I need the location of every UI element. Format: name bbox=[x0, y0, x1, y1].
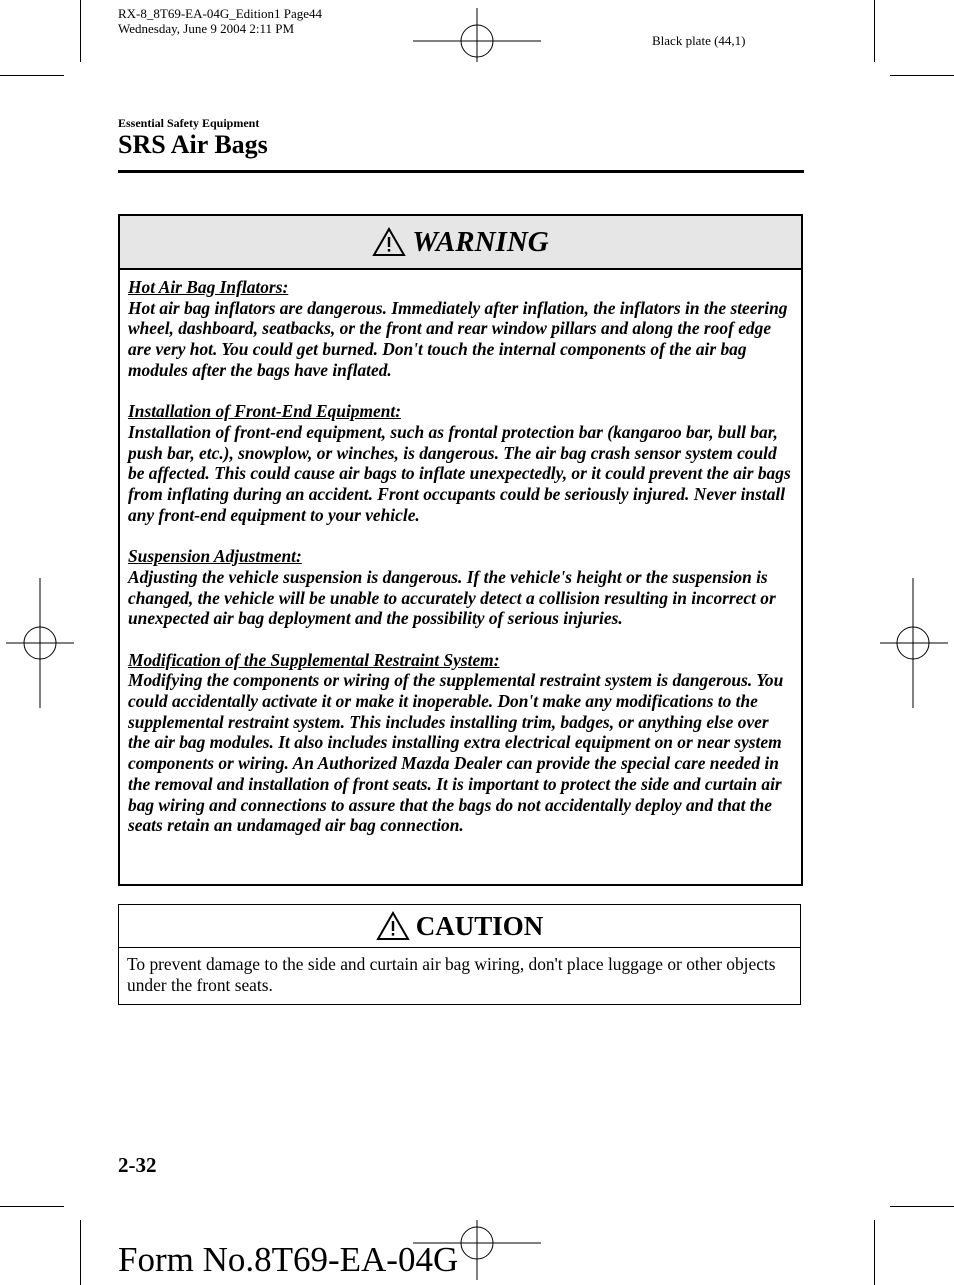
caution-box bbox=[118, 904, 801, 1005]
warning-item bbox=[128, 401, 793, 525]
warning-triangle-icon bbox=[372, 227, 406, 257]
file-info bbox=[118, 6, 322, 36]
warning-box bbox=[118, 214, 803, 886]
warning-item bbox=[128, 546, 793, 629]
file-date: Wednesday, June 9 2004 2:11 PM bbox=[118, 21, 295, 36]
warning-item-heading: Modification of the Supplemental Restraint System: bbox=[128, 649, 500, 670]
caution-triangle-icon bbox=[376, 911, 410, 941]
file-name: RX-8_8T69-EA-04G_Edition1 Page44 bbox=[118, 6, 323, 21]
caution-text: To prevent damage to the side and curtain air bag wiring, don't place luggage or other objects under the front seats. bbox=[127, 954, 776, 995]
warning-item-text: Hot air bag inflators are dangerous. Immediately after inflation, the inflators in the steering wheel, dashboard, seatbacks, or the front and rear window pillars and along the roof edge are very hot. You could get burned. Don't touch the internal components of the air bag modules after the bags have inflated. bbox=[128, 297, 788, 380]
warning-item bbox=[128, 650, 793, 836]
page-number: 2-32 bbox=[118, 1153, 157, 1177]
warning-item-text: Installation of front-end equipment, such as frontal protection bar (kangaroo bar, bull bar, push bar, etc.), snowplow, or winches, is dangerous. The air bag crash sensor system could be affected. This could cause air bags to inflate unexpectedly, or it could prevent the air bags from inflating during an accident. Front occupants could be seriously injured. Never install any front-end equipment to your vehicle. bbox=[128, 421, 791, 525]
warning-item bbox=[128, 277, 793, 381]
warning-item-heading: Hot Air Bag Inflators: bbox=[128, 277, 289, 297]
warning-item-heading: Suspension Adjustment: bbox=[128, 546, 302, 567]
warning-item-text: Modifying the components or wiring of the supplemental restraint system is dangerous. You could accidentally activate it or make it inoperable. Don't make any modifications to the supplemental restraint system. This includes installing trim, badges, or anything else over the air bag modules. It also includes installing extra electrical equipment on or near system components or wiring. An Authorized Mazda Dealer can provide the special care needed in the removal and installation of front seats. It is important to protect the side and curtain air bag wiring and connections to assure that the bags do not accidentally deploy and that the seats retain an undamaged air bag connection. bbox=[128, 670, 784, 836]
caution-title: CAUTION bbox=[415, 910, 544, 941]
warning-body bbox=[120, 270, 801, 836]
warning-item-text: Adjusting the vehicle suspension is dangerous. If the vehicle's height or the suspension is changed, the vehicle will be unable to accurately detect a collision resulting in incorrect or unexpected air bag deployment and the possibility of serious injuries. bbox=[128, 566, 776, 629]
form-number: Form No.8T69-EA-04G bbox=[118, 1240, 459, 1279]
caution-header bbox=[119, 905, 800, 948]
section-label: Essential Safety Equipment bbox=[118, 116, 260, 130]
page-title: SRS Air Bags bbox=[118, 130, 268, 159]
title-rule bbox=[118, 170, 804, 173]
warning-title: WARNING bbox=[412, 225, 549, 258]
plate-label: Black plate (44,1) bbox=[652, 33, 746, 48]
warning-item-heading: Installation of Front-End Equipment: bbox=[128, 401, 402, 422]
warning-header bbox=[120, 216, 801, 270]
